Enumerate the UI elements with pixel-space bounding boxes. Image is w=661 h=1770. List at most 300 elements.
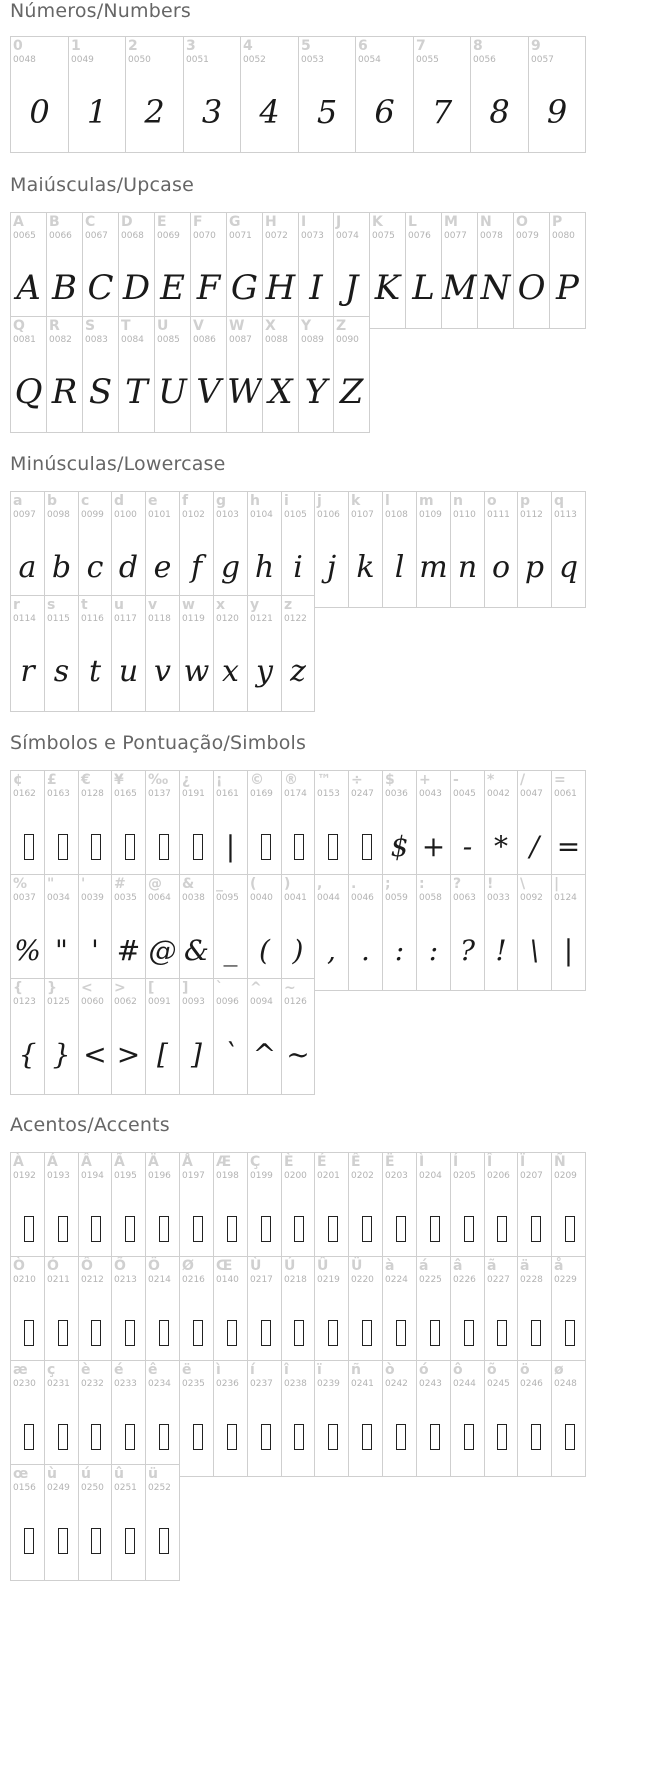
glyph-cell — [44, 491, 79, 608]
char-code: 0044 — [317, 893, 340, 903]
char-code: 0122 — [284, 614, 307, 624]
glyph-cell — [213, 595, 248, 712]
char-label: H — [265, 214, 277, 230]
char-label: A — [13, 214, 24, 230]
glyph-preview: L — [412, 268, 435, 308]
glyph-cell — [183, 36, 241, 153]
char-label: k — [351, 493, 361, 509]
char-code: 0071 — [229, 231, 252, 241]
char-label: Î — [487, 1154, 493, 1170]
missing-glyph-box — [24, 1216, 34, 1242]
glyph-cell — [484, 874, 518, 991]
char-label: _ — [216, 876, 223, 892]
glyph-cell — [517, 770, 552, 887]
glyph-cell — [348, 491, 383, 608]
char-code: 0042 — [487, 789, 510, 799]
glyph-cell — [348, 1360, 383, 1477]
char-code: 0153 — [317, 789, 340, 799]
glyph-cell — [549, 212, 586, 329]
char-label: Ï — [520, 1154, 526, 1170]
glyph-preview: ? — [459, 934, 475, 967]
glyph-cell — [145, 491, 180, 608]
char-label: 6 — [358, 38, 368, 54]
glyph-preview: j — [326, 550, 337, 585]
char-code: 0214 — [148, 1275, 171, 1285]
glyph-cell — [298, 212, 334, 329]
glyph-cell — [78, 1360, 112, 1477]
glyph-cell — [213, 1152, 248, 1269]
char-label: 3 — [186, 38, 196, 54]
char-label: z — [284, 597, 293, 613]
char-code: 0239 — [317, 1379, 340, 1389]
char-label: ® — [284, 772, 298, 788]
glyph-cell — [247, 595, 282, 712]
char-code: 0113 — [554, 510, 577, 520]
glyph-cell — [247, 770, 282, 887]
char-code: 0247 — [351, 789, 374, 799]
char-label: p — [520, 493, 531, 509]
char-code: 0058 — [419, 893, 442, 903]
char-code: 0165 — [114, 789, 137, 799]
char-label: ô — [453, 1362, 463, 1378]
char-label: d — [114, 493, 125, 509]
char-label: # — [114, 876, 126, 892]
char-code: 0034 — [47, 893, 70, 903]
glyph-preview: 9 — [546, 93, 568, 131]
missing-glyph-box — [565, 1320, 575, 1346]
char-label: u — [114, 597, 124, 613]
char-code: 0123 — [13, 997, 36, 1007]
glyph-cell — [450, 1256, 485, 1373]
char-label: Ó — [47, 1258, 59, 1274]
glyph-cell — [78, 1464, 112, 1581]
char-code: 0193 — [47, 1171, 70, 1181]
char-code: 0238 — [284, 1379, 307, 1389]
char-code: 0196 — [148, 1171, 171, 1181]
glyph-cell — [111, 595, 146, 712]
missing-glyph-box — [24, 1528, 34, 1554]
glyph-cell — [551, 770, 586, 887]
char-label: % — [13, 876, 28, 892]
char-code: 0052 — [243, 55, 266, 65]
char-label: 5 — [301, 38, 311, 54]
glyph-cell — [179, 1152, 214, 1269]
glyph-cell — [333, 212, 370, 329]
glyph-cell — [10, 770, 45, 887]
char-label: U — [157, 318, 169, 334]
glyph-cell — [441, 212, 478, 329]
char-label: Ê — [351, 1154, 361, 1170]
char-code: 0125 — [47, 997, 70, 1007]
missing-glyph-box — [91, 834, 101, 860]
char-label: q — [554, 493, 565, 509]
glyph-cell — [247, 978, 282, 1095]
glyph-cell — [416, 1360, 451, 1477]
glyph-cell — [145, 1360, 180, 1477]
char-code: 0220 — [351, 1275, 374, 1285]
char-label: m — [419, 493, 434, 509]
char-label: Y — [301, 318, 312, 334]
missing-glyph-box — [396, 1216, 406, 1242]
missing-glyph-box — [58, 834, 68, 860]
char-code: 0244 — [453, 1379, 476, 1389]
missing-glyph-box — [193, 1216, 203, 1242]
missing-glyph-box — [91, 1216, 101, 1242]
glyph-preview: W — [227, 372, 262, 412]
glyph-preview: * — [494, 830, 508, 863]
missing-glyph-box — [24, 1424, 34, 1450]
missing-glyph-box — [159, 834, 169, 860]
missing-glyph-box — [497, 1424, 507, 1450]
missing-glyph-box — [91, 1528, 101, 1554]
char-code: 0102 — [182, 510, 205, 520]
glyph-preview: R — [51, 372, 78, 412]
char-label: à — [385, 1258, 395, 1274]
glyph-cell — [78, 595, 112, 712]
glyph-preview: : — [428, 934, 439, 967]
char-code: 0111 — [487, 510, 510, 520]
char-label: N — [480, 214, 492, 230]
char-code: 0065 — [13, 231, 36, 241]
glyph-cell — [118, 212, 155, 329]
char-label: J — [336, 214, 342, 230]
char-code: 0229 — [554, 1275, 577, 1285]
glyph-preview: l — [394, 550, 405, 585]
char-label: ‰ — [148, 772, 169, 788]
char-code: 0202 — [351, 1171, 374, 1181]
char-code: 0043 — [419, 789, 442, 799]
glyph-cell — [405, 212, 442, 329]
glyph-cell — [314, 874, 349, 991]
char-label: D — [121, 214, 133, 230]
glyph-preview: E — [160, 268, 185, 308]
missing-glyph-box — [193, 1320, 203, 1346]
char-code: 0218 — [284, 1275, 307, 1285]
missing-glyph-box — [294, 1424, 304, 1450]
char-label: ï — [317, 1362, 322, 1378]
char-code: 0108 — [385, 510, 408, 520]
char-label: ? — [453, 876, 462, 892]
char-code: 0200 — [284, 1171, 307, 1181]
char-code: 0089 — [301, 335, 324, 345]
missing-glyph-box — [193, 1424, 203, 1450]
glyph-cell — [125, 36, 184, 153]
char-code: 0062 — [114, 997, 137, 1007]
char-label: å — [554, 1258, 564, 1274]
char-code: 0211 — [47, 1275, 70, 1285]
glyph-preview: P — [556, 268, 579, 308]
char-label: 4 — [243, 38, 253, 54]
char-label: y — [250, 597, 260, 613]
glyph-cell — [44, 1360, 79, 1477]
char-code: 0097 — [13, 510, 36, 520]
char-code: 0236 — [216, 1379, 239, 1389]
glyph-cell — [145, 1152, 180, 1269]
char-code: 0248 — [554, 1379, 577, 1389]
char-code: 0068 — [121, 231, 144, 241]
char-label: Û — [317, 1258, 329, 1274]
glyph-cell — [213, 1256, 248, 1373]
char-label: + — [419, 772, 431, 788]
glyph-cell — [145, 1256, 180, 1373]
glyph-cell — [450, 1152, 485, 1269]
char-label: Ô — [81, 1258, 93, 1274]
char-label: Ì — [419, 1154, 425, 1170]
char-label: ] — [182, 980, 189, 996]
glyph-cell — [78, 1152, 112, 1269]
char-code: 0035 — [114, 893, 137, 903]
char-code: 0118 — [148, 614, 171, 624]
glyph-cell — [10, 978, 45, 1095]
char-label: È — [284, 1154, 294, 1170]
char-label: ' — [81, 876, 86, 892]
char-code: 0205 — [453, 1171, 476, 1181]
missing-glyph-box — [294, 834, 304, 860]
char-label: W — [229, 318, 245, 334]
char-code: 0162 — [13, 789, 36, 799]
char-label: K — [372, 214, 383, 230]
char-code: 0115 — [47, 614, 70, 624]
char-label: @ — [148, 876, 162, 892]
glyph-cell — [10, 1152, 45, 1269]
missing-glyph-box — [125, 1424, 135, 1450]
missing-glyph-box — [328, 1216, 338, 1242]
char-label: Í — [453, 1154, 459, 1170]
missing-glyph-box — [24, 1320, 34, 1346]
missing-glyph-box — [58, 1424, 68, 1450]
glyph-preview: 3 — [201, 93, 223, 131]
char-code: 0060 — [81, 997, 104, 1007]
char-code: 0112 — [520, 510, 543, 520]
glyph-cell — [10, 595, 45, 712]
char-label: 9 — [531, 38, 541, 54]
char-code: 0079 — [516, 231, 539, 241]
section-title-minusculas-lowercase: Minúsculas/Lowercase — [10, 453, 226, 475]
glyph-cell — [551, 1360, 586, 1477]
char-code: 0140 — [216, 1275, 239, 1285]
glyph-cell — [226, 212, 263, 329]
glyph-preview: B — [52, 268, 77, 308]
glyph-preview: + — [421, 830, 446, 863]
char-code: 0077 — [444, 231, 467, 241]
glyph-preview: . — [361, 934, 370, 967]
glyph-preview: } — [52, 1038, 71, 1071]
char-label: è — [81, 1362, 91, 1378]
glyph-cell — [470, 36, 529, 153]
missing-glyph-box — [497, 1216, 507, 1242]
glyph-cell — [179, 770, 214, 887]
char-code: 0204 — [419, 1171, 442, 1181]
missing-glyph-box — [125, 1320, 135, 1346]
section-title-simbolos-e-pontuacao-simbols: Símbolos e Pontuação/Simbols — [10, 732, 307, 754]
glyph-cell — [10, 316, 47, 433]
char-label: : — [419, 876, 425, 892]
glyph-cell — [314, 770, 349, 887]
glyph-cell — [190, 212, 227, 329]
char-label: Ã — [114, 1154, 125, 1170]
char-code: 0053 — [301, 55, 324, 65]
glyph-cell — [145, 770, 180, 887]
missing-glyph-box — [362, 834, 372, 860]
char-label: 1 — [71, 38, 81, 54]
char-code: 0219 — [317, 1275, 340, 1285]
char-code: 0213 — [114, 1275, 137, 1285]
missing-glyph-box — [328, 1424, 338, 1450]
glyph-cell — [281, 1360, 315, 1477]
char-label: 0 — [13, 38, 23, 54]
char-label: ~ — [284, 980, 296, 996]
glyph-cell — [179, 874, 214, 991]
char-label: ù — [47, 1466, 57, 1482]
char-label: ø — [554, 1362, 564, 1378]
glyph-cell — [517, 874, 552, 991]
char-code: 0137 — [148, 789, 171, 799]
glyph-preview: @ — [148, 934, 177, 967]
char-code: 0199 — [250, 1171, 273, 1181]
glyph-cell — [78, 874, 112, 991]
glyph-preview: ) — [292, 934, 304, 967]
glyph-cell — [179, 978, 214, 1095]
missing-glyph-box — [430, 1424, 440, 1450]
glyph-preview: $ — [390, 830, 409, 863]
char-code: 0064 — [148, 893, 171, 903]
glyph-preview: t — [88, 654, 102, 689]
missing-glyph-box — [159, 1528, 169, 1554]
char-code: 0098 — [47, 510, 70, 520]
glyph-preview: 4 — [259, 93, 280, 131]
glyph-preview: 7 — [431, 93, 453, 131]
char-code: 0082 — [49, 335, 72, 345]
char-code: 0116 — [81, 614, 104, 624]
glyph-preview: | — [563, 934, 574, 967]
missing-glyph-box — [464, 1424, 474, 1450]
glyph-cell — [517, 1256, 552, 1373]
char-code: 0212 — [81, 1275, 104, 1285]
glyph-preview: Q — [14, 372, 43, 412]
char-code: 0228 — [520, 1275, 543, 1285]
glyph-cell — [111, 978, 146, 1095]
glyph-preview: c — [86, 550, 104, 585]
glyph-preview: C — [87, 268, 114, 308]
glyph-cell — [333, 316, 370, 433]
glyph-cell — [382, 770, 417, 887]
char-label: ÷ — [351, 772, 363, 788]
glyph-cell — [355, 36, 414, 153]
glyph-cell — [382, 874, 417, 991]
glyph-preview: 0 — [29, 93, 50, 131]
char-label: h — [250, 493, 260, 509]
missing-glyph-box — [328, 834, 338, 860]
char-label: ó — [419, 1362, 429, 1378]
glyph-cell — [484, 491, 518, 608]
char-label: R — [49, 318, 60, 334]
glyph-cell — [111, 1464, 146, 1581]
glyph-cell — [68, 36, 126, 153]
glyph-preview: [ — [157, 1038, 168, 1071]
glyph-preview: 6 — [374, 93, 395, 131]
char-label: Å — [182, 1154, 193, 1170]
char-code: 0083 — [85, 335, 108, 345]
char-label: X — [265, 318, 276, 334]
char-code: 0061 — [554, 789, 577, 799]
glyph-cell — [247, 491, 282, 608]
char-label: ü — [148, 1466, 158, 1482]
glyph-cell — [82, 316, 119, 433]
char-code: 0084 — [121, 335, 144, 345]
glyph-preview: H — [265, 268, 296, 308]
char-code: 0094 — [250, 997, 273, 1007]
glyph-preview: F — [196, 268, 221, 308]
glyph-cell — [145, 978, 180, 1095]
char-code: 0039 — [81, 893, 104, 903]
glyph-preview: o — [491, 550, 511, 585]
char-code: 0119 — [182, 614, 205, 624]
glyph-cell — [213, 770, 248, 887]
char-code: 0101 — [148, 510, 171, 520]
char-label: , — [317, 876, 323, 892]
glyph-preview: = — [556, 830, 581, 863]
char-code: 0230 — [13, 1379, 36, 1389]
glyph-cell — [281, 978, 315, 1095]
char-label: / — [520, 772, 526, 788]
char-code: 0250 — [81, 1483, 104, 1493]
char-code: 0051 — [186, 55, 209, 65]
glyph-cell — [10, 1360, 45, 1477]
char-code: 0128 — [81, 789, 104, 799]
glyph-cell — [450, 770, 485, 887]
glyph-cell — [281, 1152, 315, 1269]
glyph-cell — [78, 770, 112, 887]
char-code: 0192 — [13, 1171, 36, 1181]
glyph-cell — [450, 874, 485, 991]
missing-glyph-box — [362, 1424, 372, 1450]
glyph-cell — [247, 1256, 282, 1373]
char-code: 0232 — [81, 1379, 104, 1389]
char-label: © — [250, 772, 264, 788]
glyph-cell — [551, 1256, 586, 1373]
glyph-preview: D — [122, 268, 151, 308]
glyph-cell — [46, 316, 83, 433]
glyph-cell — [82, 212, 119, 329]
char-code: 0063 — [453, 893, 476, 903]
char-code: 0126 — [284, 997, 307, 1007]
char-label: F — [193, 214, 203, 230]
glyph-cell — [281, 595, 315, 712]
char-label: á — [419, 1258, 429, 1274]
char-code: 0100 — [114, 510, 137, 520]
char-label: ñ — [351, 1362, 361, 1378]
glyph-cell — [416, 874, 451, 991]
glyph-cell — [111, 874, 146, 991]
missing-glyph-box — [227, 1424, 237, 1450]
glyph-preview: \ — [529, 934, 540, 967]
char-code: 0081 — [13, 335, 36, 345]
char-code: 0245 — [487, 1379, 510, 1389]
char-code: 0109 — [419, 510, 442, 520]
glyph-cell — [213, 874, 248, 991]
char-code: 0120 — [216, 614, 239, 624]
char-code: 0080 — [552, 231, 575, 241]
glyph-preview: % — [14, 934, 41, 967]
glyph-preview: 1 — [86, 93, 108, 131]
glyph-cell — [44, 978, 79, 1095]
glyph-preview: z — [290, 654, 306, 689]
glyph-cell — [78, 491, 112, 608]
char-code: 0106 — [317, 510, 340, 520]
char-code: 0225 — [419, 1275, 442, 1285]
glyph-preview: 5 — [316, 93, 338, 131]
char-label: ¿ — [182, 772, 191, 788]
